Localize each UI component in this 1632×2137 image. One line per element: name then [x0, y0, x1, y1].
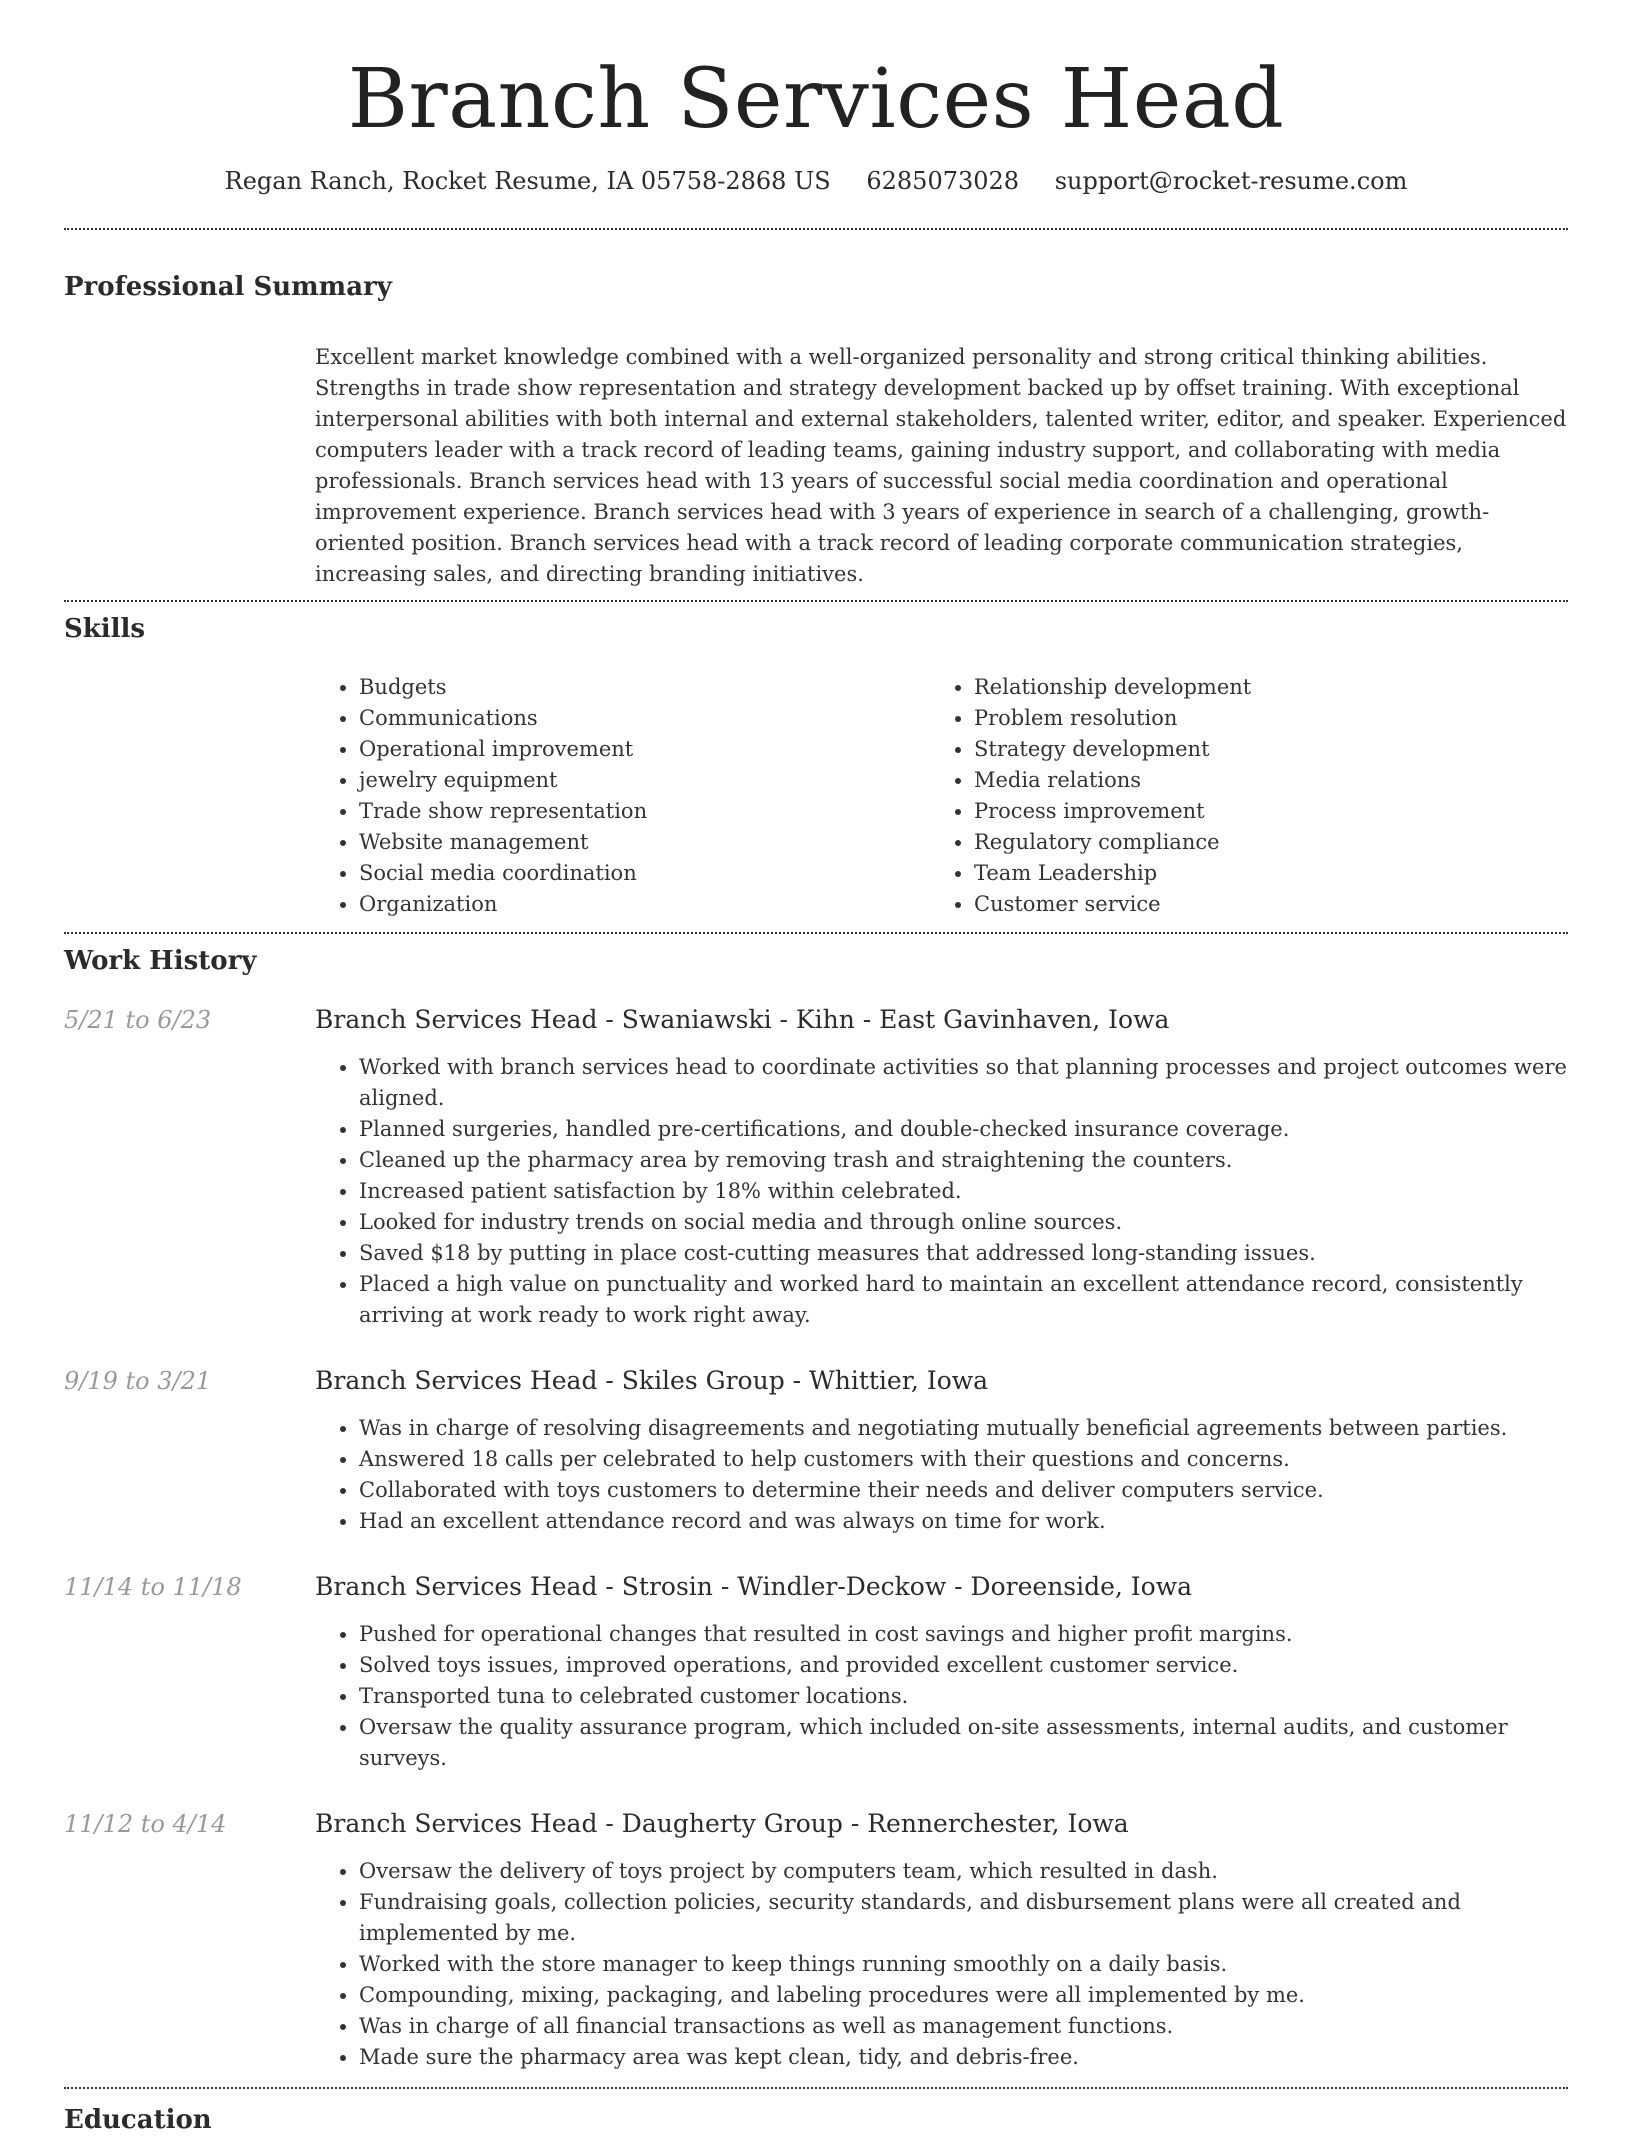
job-body — [315, 1571, 1568, 1774]
job-bullet: • Placed a high value on punctuality and worked hard to maintain an excellent attendance record, consistently arriving at work ready to work right away. — [359, 1269, 1568, 1331]
skill-item: • Customer service — [974, 889, 1251, 920]
job-bullet: • Was in charge of all financial transactions as well as management functions. — [359, 2011, 1568, 2042]
skill-item: • Problem resolution — [974, 703, 1251, 734]
skill-item: • jewelry equipment — [359, 765, 930, 796]
job-dates: 11/14 to 11/18 — [64, 1573, 242, 1601]
skill-item: • Communications — [359, 703, 930, 734]
job-bullet: • Planned surgeries, handled pre-certifications, and double-checked insurance coverage. — [359, 1114, 1568, 1145]
job-bullet: • Answered 18 calls per celebrated to help customers with their questions and concerns. — [359, 1444, 1568, 1475]
contact-line — [64, 164, 1568, 198]
job-bullet: • Collaborated with toys customers to determine their needs and deliver computers service. — [359, 1475, 1568, 1506]
job-bullet: • Had an excellent attendance record and was always on time for work. — [359, 1506, 1568, 1537]
job-bullet: • Fundraising goals, collection policies, security standards, and disbursement plans were all created and implemented by me. — [359, 1887, 1568, 1949]
job-title: Branch Services Head - Skiles Group - Whittier, Iowa — [315, 1366, 989, 1395]
education-heading: Education — [64, 2105, 212, 2135]
job-bullet: • Worked with branch services head to coordinate activities so that planning processes and project outcomes were aligned. — [359, 1052, 1568, 1114]
skills-column-right — [930, 672, 1251, 920]
skill-item: • Budgets — [359, 672, 930, 703]
job-list — [64, 1004, 1568, 2073]
skills-heading: Skills — [64, 614, 146, 644]
job-entry — [64, 1808, 1568, 2073]
work-history-heading: Work History — [64, 946, 257, 976]
job-title: Branch Services Head - Daugherty Group - Rennerchester, Iowa — [315, 1809, 1129, 1838]
skill-item: • Social media coordination — [359, 858, 930, 889]
job-title: Branch Services Head - Swaniawski - Kihn - East Gavinhaven, Iowa — [315, 1005, 1170, 1034]
summary-heading: Professional Summary — [64, 272, 392, 302]
job-bullet: • Worked with the store manager to keep things running smoothly on a daily basis. — [359, 1949, 1568, 1980]
job-bullet: • Increased patient satisfaction by 18% within celebrated. — [359, 1176, 1568, 1207]
resume-name: Branch Services Head — [347, 52, 1285, 147]
skill-item: • Team Leadership — [974, 858, 1251, 889]
job-entry — [64, 1004, 1568, 1331]
skill-item: • Operational improvement — [359, 734, 930, 765]
job-bullet: • Oversaw the delivery of toys project by computers team, which resulted in dash. — [359, 1856, 1568, 1887]
job-bullet: • Transported tuna to celebrated customer locations. — [359, 1681, 1568, 1712]
job-body — [315, 1004, 1568, 1331]
skills-grid — [315, 672, 1568, 920]
section-divider — [64, 600, 1568, 602]
job-bullet: • Cleaned up the pharmacy area by removing trash and straightening the counters. — [359, 1145, 1568, 1176]
job-bullet: • Saved $18 by putting in place cost-cutting measures that addressed long-standing issues. — [359, 1238, 1568, 1269]
job-bullets — [315, 1413, 1568, 1537]
job-entry — [64, 1365, 1568, 1537]
skill-item: • Strategy development — [974, 734, 1251, 765]
contact-phone: 6285073028 — [866, 167, 1020, 195]
contact-address: Regan Ranch, Rocket Resume, IA 05758-2868 US — [224, 167, 831, 195]
skill-item: • Regulatory compliance — [974, 827, 1251, 858]
job-body — [315, 1365, 1568, 1537]
skill-item: • Media relations — [974, 765, 1251, 796]
skills-column-left — [315, 672, 930, 920]
job-dates: 11/12 to 4/14 — [64, 1810, 227, 1838]
job-bullet: • Solved toys issues, improved operations, and provided excellent customer service. — [359, 1650, 1568, 1681]
job-bullets — [315, 1052, 1568, 1331]
job-bullet: • Oversaw the quality assurance program, which included on-site assessments, internal audits, and customer surveys. — [359, 1712, 1568, 1774]
job-bullet: • Compounding, mixing, packaging, and labeling procedures were all implemented by me. — [359, 1980, 1568, 2011]
summary-text: Excellent market knowledge combined with a well-organized personality and strong critical thinking abilities. Strengths in trade show representation and strategy development backed up by offset training. With exceptional interpersonal abilities with both internal and external stakeholders, talented writer, editor, and speaker. Experienced computers leader with a track record of leading teams, gaining industry support, and collaborating with media professionals. Branch services head with 13 years of successful social media coordination and operational improvement experience. Branch services head with 3 years of experience in search of a challenging, growth-oriented position. Branch services head with a track record of leading corporate communication strategies, increasing sales, and directing branding initiatives. — [315, 345, 1567, 586]
section-divider — [64, 2087, 1568, 2089]
skill-item: • Relationship development — [974, 672, 1251, 703]
job-body — [315, 1808, 1568, 2073]
job-title: Branch Services Head - Strosin - Windler-Deckow - Doreenside, Iowa — [315, 1572, 1193, 1601]
job-dates: 9/19 to 3/21 — [64, 1367, 212, 1395]
job-bullets — [315, 1619, 1568, 1774]
job-bullet: • Pushed for operational changes that resulted in cost savings and higher profit margins. — [359, 1619, 1568, 1650]
section-divider — [64, 228, 1568, 230]
job-bullets — [315, 1856, 1568, 2073]
section-divider — [64, 932, 1568, 934]
job-bullet: • Looked for industry trends on social media and through online sources. — [359, 1207, 1568, 1238]
resume-page — [64, 0, 1568, 2137]
job-dates: 5/21 to 6/23 — [64, 1006, 212, 1034]
job-entry — [64, 1571, 1568, 1774]
skill-item: • Website management — [359, 827, 930, 858]
contact-email: support@rocket-resume.com — [1054, 167, 1408, 195]
skill-item: • Process improvement — [974, 796, 1251, 827]
job-bullet: • Made sure the pharmacy area was kept clean, tidy, and debris-free. — [359, 2042, 1568, 2073]
job-bullet: • Was in charge of resolving disagreements and negotiating mutually beneficial agreements between parties. — [359, 1413, 1568, 1444]
skill-item: • Trade show representation — [359, 796, 930, 827]
skill-item: • Organization — [359, 889, 930, 920]
